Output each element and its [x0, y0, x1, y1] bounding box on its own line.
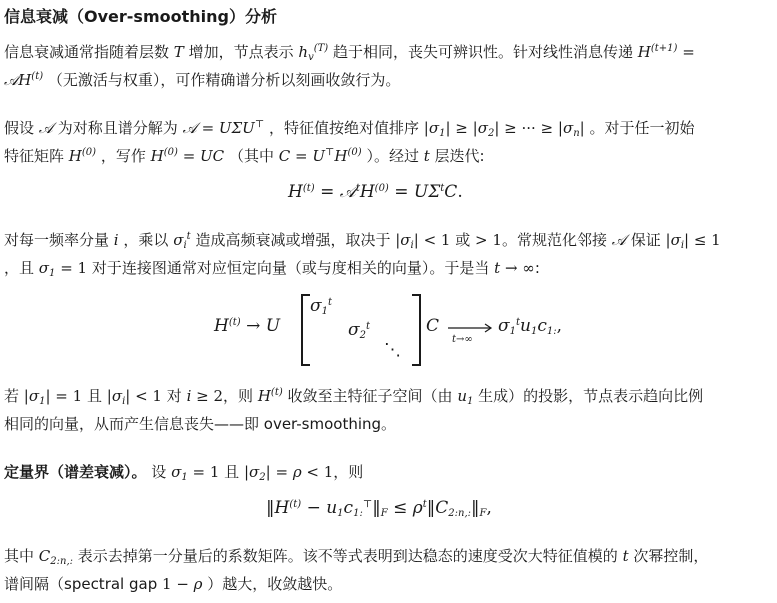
math-t-2: t	[622, 547, 629, 565]
paragraph-3-line-2: ，且 $\sigma_1 = 1$ 对于连接图通常对应恒定向量（或与度相关的向量）。于是当 t → ∞:	[4, 259, 540, 279]
math-i: i	[113, 231, 119, 249]
math-abs-sigma-i-lt-1: $|\sigma_i| < 1$	[106, 387, 162, 407]
math-H0: $H^{(0)}$	[68, 147, 97, 165]
display-equation-limit: $H^{(t)} \to U$ $\sigma_1^t$ $\sigma_2^t$ ⋱ C t→∞ $\sigma_1^tu_1c_{1:}$,	[214, 292, 574, 368]
math-1-minus-rho: 1 − ρ	[162, 575, 203, 593]
paragraph-1-line-2: 𝒜H$^{(t)}$ （无激活与权重），可作精确谱分析以刻画收敛行为。	[4, 71, 401, 89]
math-spectral-decomp: 𝒜 = UΣU⊤	[182, 119, 265, 137]
math-Ht: $H^{(t)}$	[257, 387, 283, 405]
math-AH-t: 𝒜H$^{(t)}$	[4, 71, 44, 89]
display-equation-iteration: $H^{(t)}$ = $𝒜^tH^{(0)} = U\Sigma^tC$.	[288, 182, 463, 202]
matrix-right-bracket	[412, 294, 421, 366]
matrix-left-bracket	[301, 294, 310, 366]
math-u1: $u_1$	[457, 387, 474, 407]
math-abs-sigma1-eq-1: $|\sigma_1| = 1$	[23, 387, 83, 407]
section-title: 信息衰减（Over-smoothing）分析	[4, 7, 277, 26]
paragraph-6-line-1: 其中 $C_{2:n,:}$ 表示去掉第一分量后的系数矩阵。该不等式表明到达稳态的速度受次大特征值模的 t 次幂控制，	[4, 547, 709, 567]
math-sigma2-eq-rho: $|\sigma_2| = \rho < 1$	[243, 463, 334, 483]
paragraph-3-line-1: 对每一频率分量 i ，乘以 $\sigma_i^t$ 造成高频衰减或增强，取决于 $|\sigma_i| < 1$ 或 > 1。常规范化邻接 𝒜 保证 $|\sigma_i| \le 1$	[4, 231, 721, 251]
math-T: T	[173, 43, 184, 61]
math-A-2: 𝒜	[611, 231, 626, 249]
math-sigma1-eq-1-b: $\sigma_1 = 1$	[171, 463, 220, 483]
paragraph-2-line-1: 假设 𝒜 为对称且谱分解为 𝒜 = UΣU⊤ ，特征值按绝对值排序 $|\sigma_1| \ge |\sigma_2|$ ≥ ··· ≥ $|\sigma_n|$ 。对于任一初始	[4, 119, 695, 139]
display-equation-bound: $‖H^{(t)}$ − $u_1c_{1:}^⊤‖_F$ ≤ $\rho^t‖C_{2:n,:}‖_F$,	[266, 498, 492, 519]
paragraph-2-line-2: 特征矩阵 $H^{(0)}$ ，写作 $H^{(0)}$ = UC （其中 $C = U^⊤H^{(0)}$ ）。经过 t 层迭代:	[4, 147, 485, 165]
paragraph-6-line-2: 谱间隔（spectral gap 1 − ρ ）越大，收敛越快。	[4, 575, 343, 593]
math-sigma-i-t: $\sigma_i^t$	[173, 231, 191, 251]
math-eigen-order: $|\sigma_1| \ge |\sigma_2|$ ≥ ··· ≥ $|\sigma_n|$	[423, 119, 585, 139]
bound-label: 定量界（谱差衰减）。	[4, 463, 147, 481]
math-A: 𝒜	[38, 119, 53, 137]
paragraph-4-line-2: 相同的向量，从而产生信息丧失——即 over-smoothing。	[4, 415, 397, 433]
math-hv-T: $h_v^{(T)}$	[298, 43, 329, 63]
math-H0-UC: $H^{(0)}$ = UC	[150, 147, 225, 165]
paragraph-4-line-1: 若 $|\sigma_1| = 1$ 且 $|\sigma_i| < 1$ 对 i ≥ 2，则 $H^{(t)}$ 收敛至主特征子空间（由 $u_1$ 生成）的投影，节点表示趋向比例	[4, 387, 704, 407]
math-sigma-le-1: $|\sigma_i| \le 1$	[665, 231, 721, 251]
paragraph-5-line-1: 定量界（谱差衰减）。 设 $\sigma_1 = 1$ 且 $|\sigma_2| = \rho < 1$，则	[4, 463, 364, 483]
math-C-def: $C = U^⊤H^{(0)}$	[278, 147, 362, 165]
paragraph-1-line-1: 信息衰减通常指随着层数 T 增加，节点表示 $h_v^{(T)}$ 趋于相同，丧失可辨识性。针对线性消息传递 $H^{(t+1)}$ =	[4, 43, 695, 63]
math-t-to-inf: t → ∞	[494, 259, 535, 277]
math-t: t	[423, 147, 430, 165]
math-gt-1: > 1	[475, 231, 502, 249]
math-H-t1-eq: $H^{(t+1)}$ =	[637, 43, 695, 61]
math-sigma1-eq-1: $\sigma_1 = 1$	[38, 259, 88, 279]
math-C-2n: $C_{2:n,:}$	[38, 547, 74, 567]
limit-arrow: t→∞	[446, 320, 494, 340]
math-sigma-lt-1: $|\sigma_i| < 1$	[395, 231, 451, 251]
math-i-ge-2: i ≥ 2	[186, 387, 224, 405]
